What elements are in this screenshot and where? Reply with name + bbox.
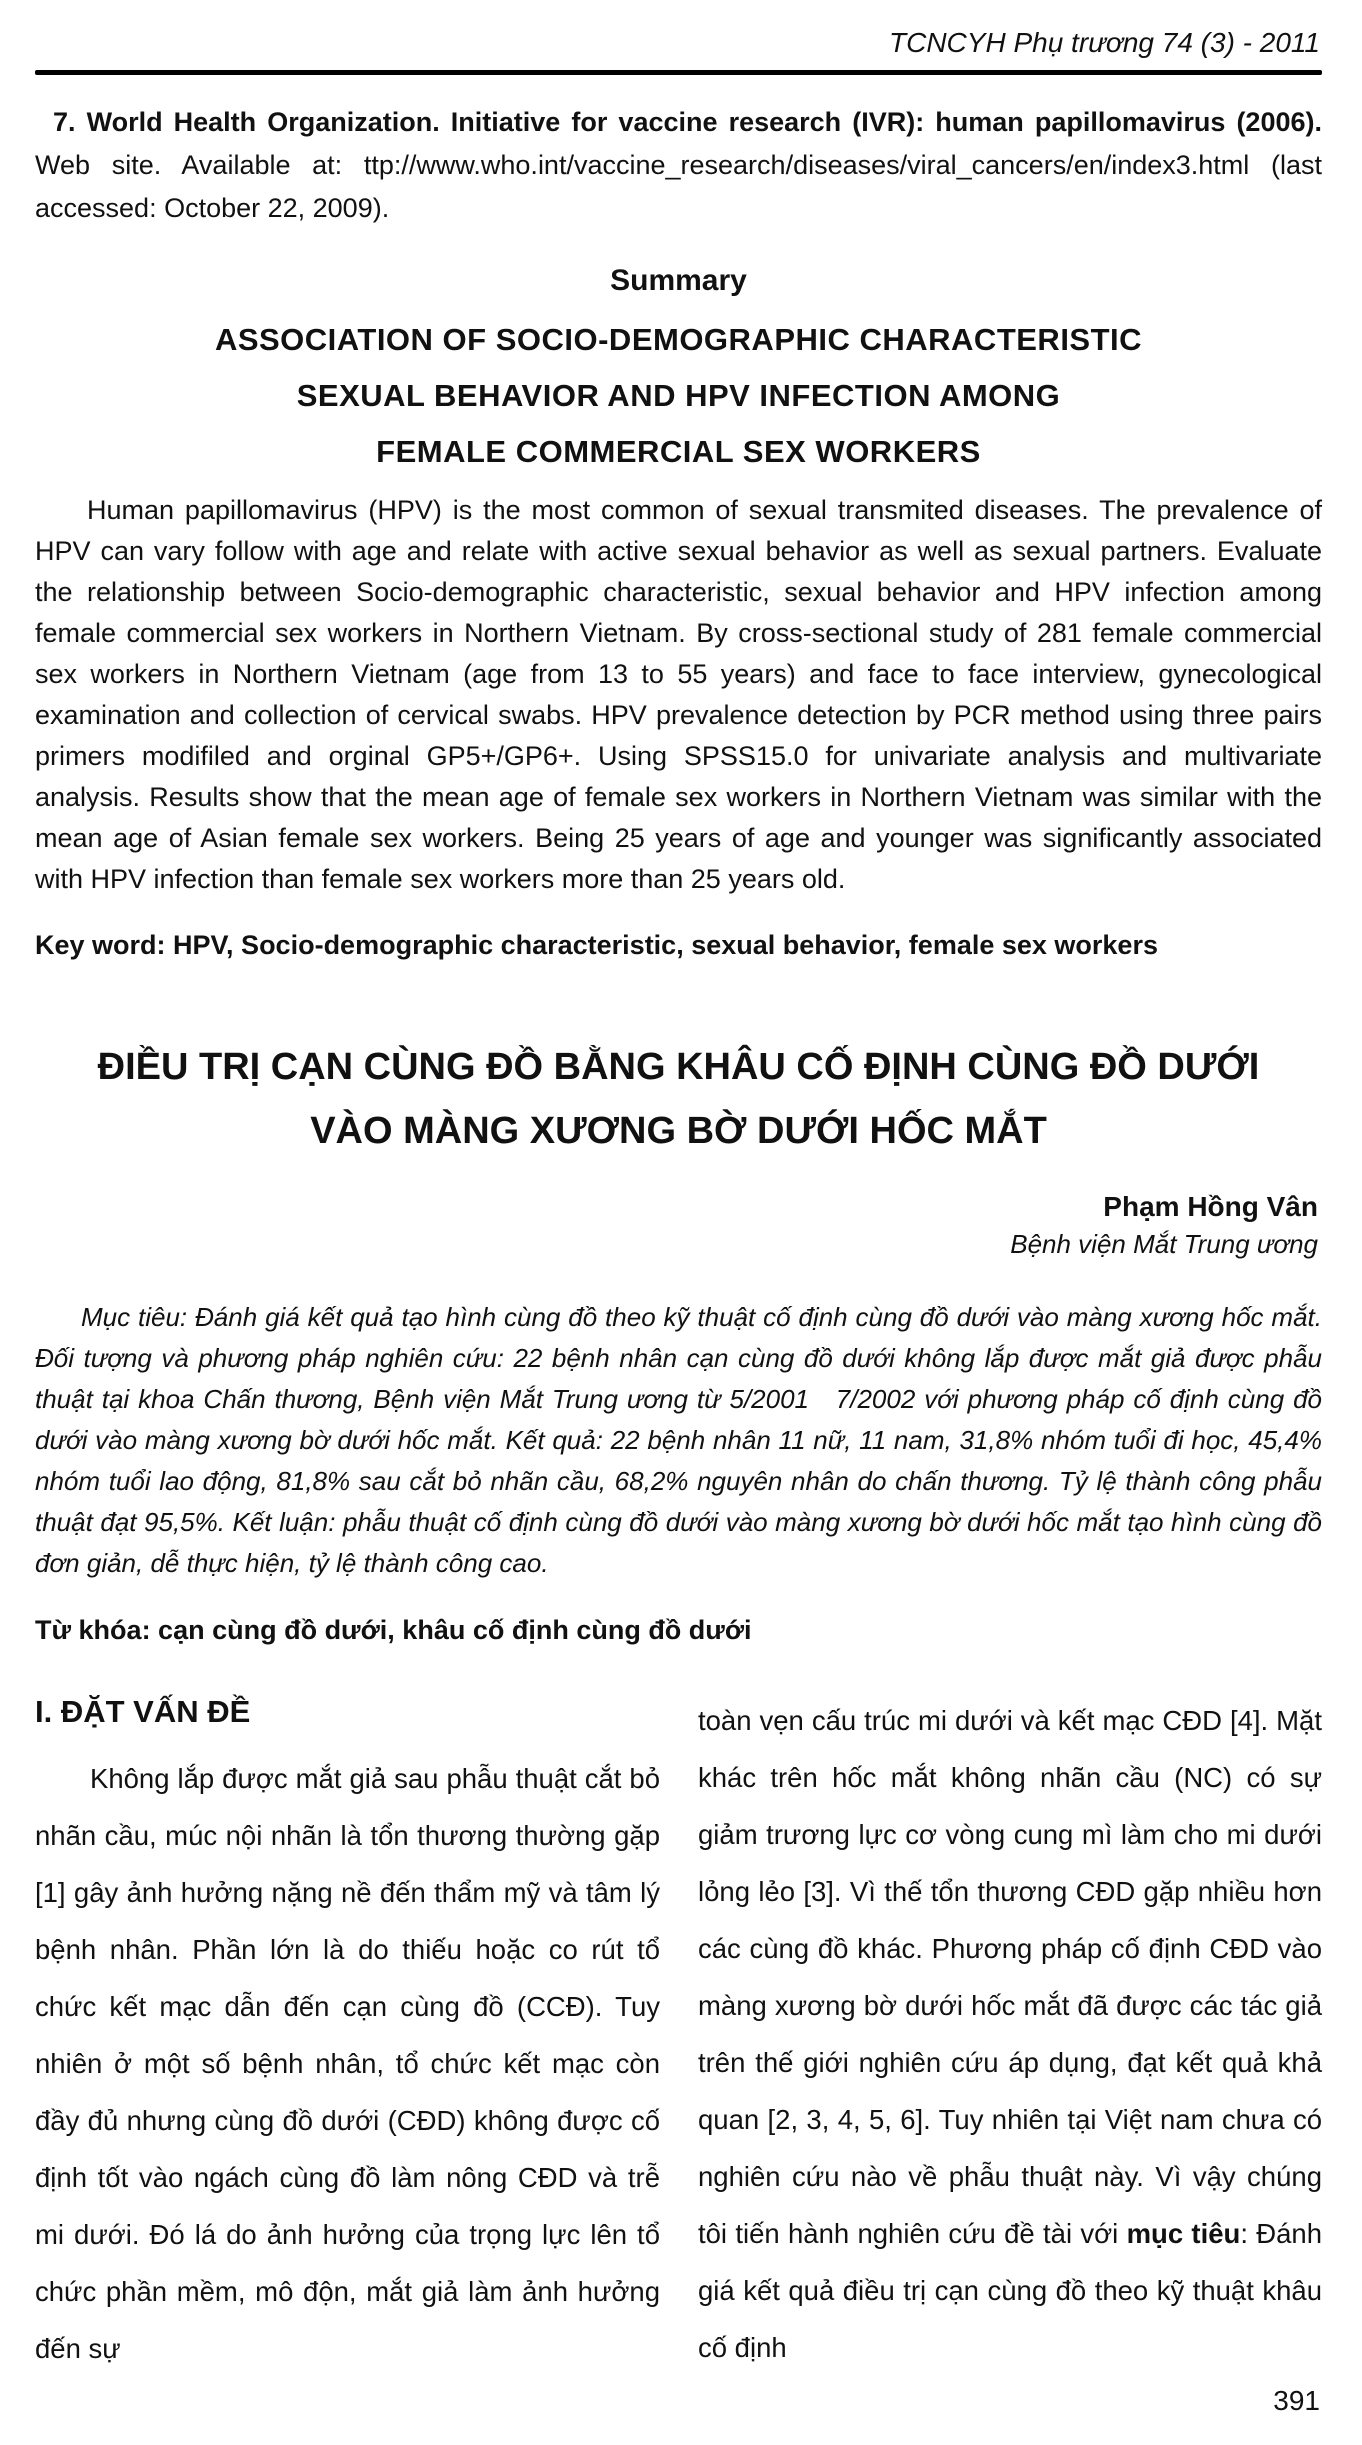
section1-right-tail: : Đánh giá kết quả điều trị cạn cùng đồ theo kỹ thuật khâu cố định [698, 2218, 1322, 2363]
section1-heading: I. ĐẶT VẤN ĐỀ [35, 1694, 251, 1729]
summary-title-line3: FEMALE COMMERCIAL SEX WORKERS [376, 434, 981, 469]
section1-right-paragraph [698, 1692, 1322, 2376]
reference-citation: 7. World Health Organization. Initiative for vaccine research (IVR): human papillomavirus (2006). [53, 107, 1322, 137]
summary-title-line1: ASSOCIATION OF SOCIO-DEMOGRAPHIC CHARACTERISTIC [214, 322, 1143, 357]
reference-lead-in: Web site. Available at: [35, 150, 364, 180]
summary-title [35, 312, 1322, 480]
reference-tail: (last accessed: October 22, 2009). [35, 150, 1322, 223]
journal-header: TCNCYH Phụ trương 74 (3) - 2011 [889, 27, 1320, 58]
article-title [35, 1035, 1322, 1163]
section1-right-goal-label: mục tiêu [1126, 2218, 1241, 2249]
article-affiliation: Bệnh viện Mắt Trung ương [1010, 1229, 1318, 1259]
summary-heading: Summary [610, 264, 747, 297]
summary-keywords: Key word: HPV, Socio-demographic characteristic, sexual behavior, female sex workers [35, 930, 1158, 960]
article-title-line1: ĐIỀU TRỊ CẠN CÙNG ĐỒ BẰNG KHÂU CỐ ĐỊNH CÙNG ĐỒ DƯỚI [97, 1046, 1260, 1088]
article-keywords: Từ khóa: cạn cùng đồ dưới, khâu cố định cùng đồ dưới [35, 1615, 752, 1645]
section1-right-text: toàn vẹn cấu trúc mi dưới và kết mạc CĐD [4]. Mặt khác trên hốc mắt không nhãn cầu (NC) có sự giảm trương lực cơ vòng cung mì làm cho mi dưới lỏng lẻo [3]. Vì thế tổn thương CĐD gặp nhiều hơn các cùng đồ khác. Phương pháp cố định CĐD vào màng xương bờ dưới hốc mắt đã được các tác giả trên thế giới nghiên cứu áp dụng, đạt kết quả khả quan [2, 3, 4, 5, 6]. Tuy nhiên tại Việt nam chưa có nghiên cứu nào về phẫu thuật này. Vì vậy chúng tôi tiến hành nghiên cứu đề tài với [698, 1705, 1322, 2249]
summary-abstract: Human papillomavirus (HPV) is the most common of sexual transmited diseases. The prevalence of HPV can vary follow with age and relate with active sexual behavior as well as sexual partners. Evaluate the relationship between Socio-demographic characteristic, sexual behavior and HPV infection among female commercial sex workers in Northern Vietnam. By cross-sectional study of 281 female commercial sex workers in Northern Vietnam (age from 13 to 55 years) and face to face interview, gynecological examination and collection of cervical swabs. HPV prevalence detection by PCR method using three pairs primers modifiled and orginal GP5+/GP6+. Using SPSS15.0 for univariate analysis and multivariate analysis. Results show that the mean age of female sex workers in Northern Vietnam was similar with the mean age of Asian female sex workers. Being 25 years of age and younger was significantly associated with HPV infection than female sex workers more than 25 years old. [35, 495, 1322, 894]
article-abstract: Mục tiêu: Đánh giá kết quả tạo hình cùng đồ theo kỹ thuật cố định cùng đồ dưới vào màng xương hốc mắt. Đối tượng và phương pháp nghiên cứu: 22 bệnh nhân cạn cùng đồ dưới không lắp được mắt giả được phẫu thuật tại khoa Chấn thương, Bệnh viện Mắt Trung ương từ 5/2001 7/2002 với phương pháp cố định cùng đồ dưới vào màng xương bờ dưới hốc mắt. Kết quả: 22 bệnh nhân 11 nữ, 11 nam, 31,8% nhóm tuổi đi học, 45,4% nhóm tuổi lao động, 81,8% sau cắt bỏ nhãn cầu, 68,2% nguyên nhân do chấn thương. Tỷ lệ thành công phẫu thuật đạt 95,5%. Kết luận: phẫu thuật cố định cùng đồ dưới vào màng xương bờ dưới hốc mắt tạo hình cùng đồ đơn giản, dễ thực hiện, tỷ lệ thành công cao. [35, 1302, 1322, 1578]
reference-url: ttp://www.who.int/vaccine_research/diseases/viral_cancers/en/index3.html [363, 150, 1250, 180]
body-column-right [698, 1692, 1322, 2405]
article-body-columns [35, 1692, 1322, 2405]
section1-left-paragraph: Không lắp được mắt giả sau phẫu thuật cắt bỏ nhãn cầu, múc nội nhãn là tổn thương thường gặp [1] gây ảnh hưởng nặng nề đến thẩm mỹ và tâm lý bệnh nhân. Phần lớn là do thiếu hoặc co rút tổ chức kết mạc dẫn đến cạn cùng đồ (CCĐ). Tuy nhiên ở một số bệnh nhân, tổ chức kết mạc còn đầy đủ nhưng cùng đồ dưới (CĐD) không được cố định tốt vào ngách cùng đồ làm nông CĐD và trễ mi dưới. Đó lá do ảnh hưởng của trọng lực lên tổ chức phần mềm, mô độn, mắt giả làm ảnh hưởng đến sự [35, 1763, 660, 2364]
summary-title-line2: SEXUAL BEHAVIOR AND HPV INFECTION AMONG [296, 378, 1061, 413]
reference-entry [35, 101, 1322, 230]
body-column-left [35, 1692, 660, 2405]
article-title-line2: VÀO MÀNG XƯƠNG BỜ DƯỚI HỐC MẮT [310, 1110, 1047, 1152]
article-author: Phạm Hồng Vân [1103, 1191, 1318, 1222]
page-number: 391 [1273, 2384, 1320, 2416]
header-rule [35, 70, 1322, 75]
